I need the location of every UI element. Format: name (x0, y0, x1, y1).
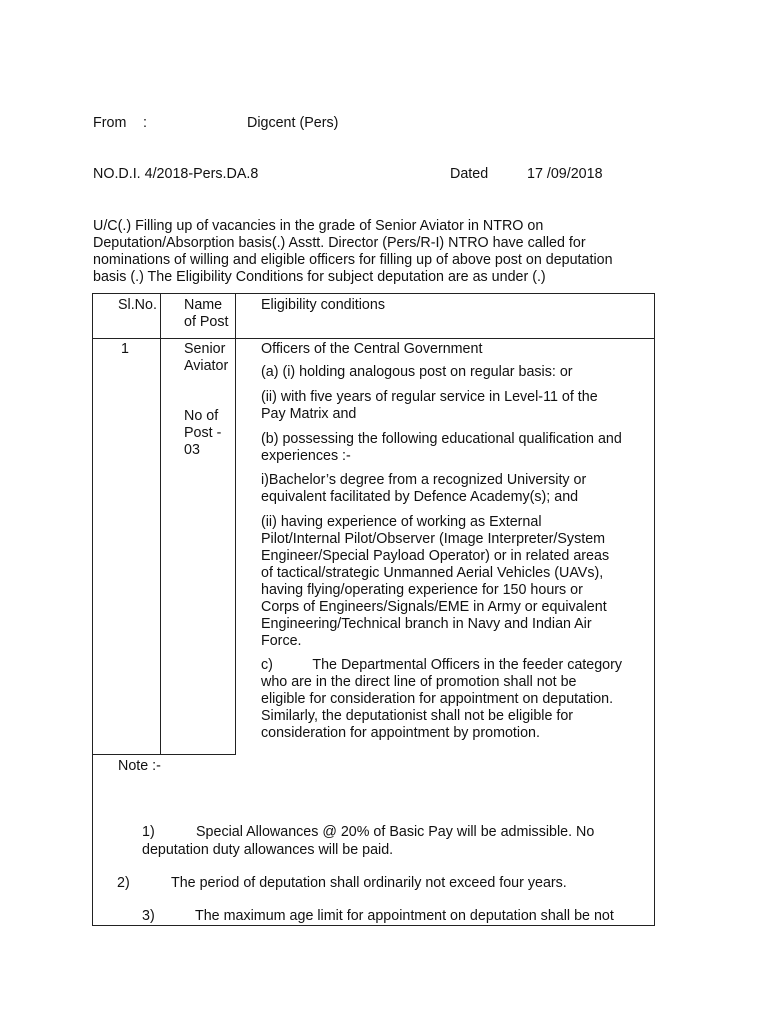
note-item-3-number: 3) (142, 908, 155, 924)
intro-line: Deputation/Absorption basis(.) Asstt. Director (Pers/R-I) NTRO have called for (93, 235, 586, 251)
row-divider (93, 754, 236, 755)
note-item-2-number: 2) (117, 875, 130, 891)
eligibility-item: i)Bachelor’s degree from a recognized University or equivalent facilitated by Defence Academy(s); and (261, 472, 587, 505)
intro-paragraph (93, 218, 668, 286)
column-divider (160, 294, 161, 339)
eligibility-item: (a) (i) holding analogous post on regular basis: or (261, 364, 573, 380)
row-divider (93, 338, 654, 339)
eligibility-item: Officers of the Central Government (261, 341, 483, 357)
eligibility-item: (ii) having experience of working as External Pilot/Internal Pilot/Observer (Image Interpreter/System Engineer/Special Payload Operator) or in related areas of tactical/strategic Unmanned Aerial Vehicles (UAVs), having flying/operating experience for 150 hours or Corps of Engineers/Signals/EME in Army or equivalent Engineering/Technical branch in Navy and Indian Air Force. (261, 514, 610, 649)
column-divider (235, 294, 236, 754)
post-name: Senior Aviator (184, 341, 229, 374)
header-eligibility: Eligibility conditions (261, 297, 385, 313)
dated-value: 17 /09/2018 (527, 166, 603, 182)
intro-line: nominations of willing and eligible officers for filling up of above post on deputation (93, 252, 613, 268)
from-colon: : (143, 115, 147, 131)
post-count: No of Post - 03 (184, 408, 222, 458)
note-item-1-number: 1) (142, 824, 155, 840)
note-label: Note :- (118, 758, 161, 774)
eligibility-conditions (261, 341, 656, 742)
reference-number: NO.D.I. 4/2018-Pers.DA.8 (93, 166, 259, 182)
row-sl-no: 1 (121, 341, 129, 357)
eligibility-item: (ii) with five years of regular service in Level-11 of the Pay Matrix and (261, 389, 598, 422)
dated-label: Dated (450, 166, 489, 182)
eligibility-item: (b) possessing the following educational qualification and experiences :- (261, 431, 622, 464)
from-label: From (93, 115, 127, 131)
from-value: Digcent (Pers) (247, 115, 339, 131)
intro-line: U/C(.) Filling up of vacancies in the grade of Senior Aviator in NTRO on (93, 218, 544, 234)
column-divider (160, 338, 161, 754)
eligibility-table (92, 293, 655, 926)
note-item-1-line: Special Allowances @ 20% of Basic Pay will be admissible. No (196, 824, 595, 840)
intro-line: basis (.) The Eligibility Conditions for subject deputation are as under (.) (93, 269, 546, 285)
note-item-3-line: The maximum age limit for appointment on deputation shall be not (195, 908, 614, 924)
header-name-of-post: Name of Post (184, 297, 229, 330)
eligibility-item: c) The Departmental Officers in the feeder category who are in the direct line of promotion shall not be eligible for consideration for appointment on deputation. Similarly, the deputationist shall not be eligible for consideration for appointment by promotion. (261, 657, 623, 741)
header-sl-no: Sl.No. (118, 297, 157, 313)
note-item-1-line: deputation duty allowances will be paid. (142, 842, 394, 858)
note-item-2-line: The period of deputation shall ordinarily not exceed four years. (171, 875, 567, 891)
